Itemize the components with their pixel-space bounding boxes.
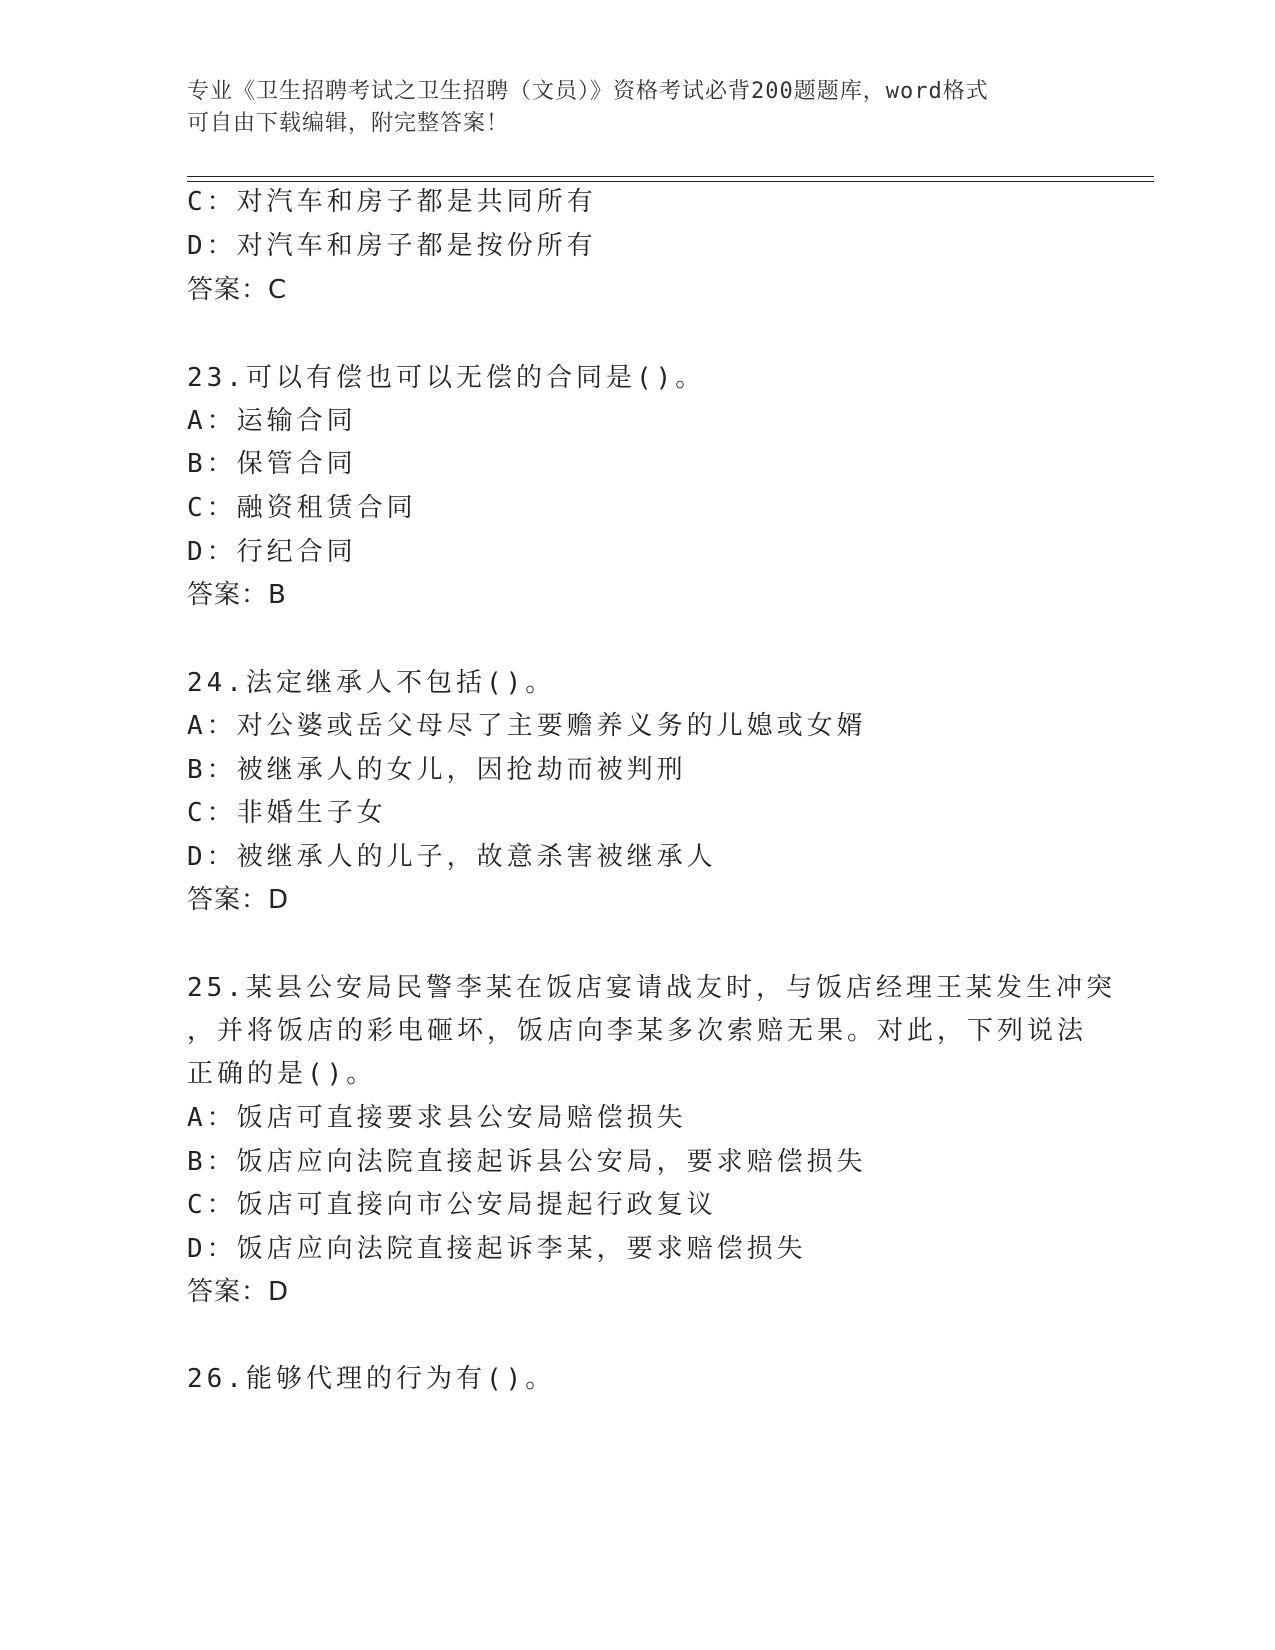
header-line-2: 可自由下载编辑，附完整答案！ — [187, 111, 510, 136]
header-rule-bottom — [187, 181, 1154, 182]
q25-answer: 答案：D — [187, 1277, 290, 1307]
q24-option-d: D：被继承人的儿子，故意杀害被继承人 — [187, 842, 717, 872]
document-header — [187, 76, 1087, 140]
q24-stem: 24.法定继承人不包括()。 — [187, 668, 556, 698]
q24-answer: 答案：D — [187, 885, 290, 915]
q23-stem: 23.可以有偿也可以无偿的合同是()。 — [187, 363, 706, 393]
q24-option-b: B：被继承人的女儿，因抢劫而被判刑 — [187, 755, 687, 785]
q25-stem-line-2: ，并将饭店的彩电砸坏，饭店向李某多次索赔无果。对此，下列说法 — [187, 1016, 1088, 1046]
q23-option-a: A：运输合同 — [187, 406, 357, 436]
q25-option-d: D：饭店应向法院直接起诉李某，要求赔偿损失 — [187, 1234, 807, 1264]
q23-option-d: D：行纪合同 — [187, 537, 357, 567]
q22-option-d: D：对汽车和房子都是按份所有 — [187, 231, 597, 261]
q23-option-c: C：融资租赁合同 — [187, 493, 417, 523]
q25-stem-line-1: 25.某县公安局民警李某在饭店宴请战友时，与饭店经理王某发生冲突 — [187, 973, 1116, 1003]
q25-stem-line-3: 正确的是()。 — [187, 1059, 377, 1089]
q25-option-c: C：饭店可直接向市公安局提起行政复议 — [187, 1190, 717, 1220]
header-rule-top — [187, 176, 1154, 177]
q26-stem: 26.能够代理的行为有()。 — [187, 1364, 556, 1394]
q25-option-a: A：饭店可直接要求县公安局赔偿损失 — [187, 1103, 687, 1133]
q23-answer: 答案：B — [187, 580, 287, 610]
q25-option-b: B：饭店应向法院直接起诉县公安局，要求赔偿损失 — [187, 1147, 867, 1177]
q24-option-a: A：对公婆或岳父母尽了主要赡养义务的儿媳或女婿 — [187, 711, 867, 741]
q23-option-b: B：保管合同 — [187, 449, 357, 479]
header-line-1: 专业《卫生招聘考试之卫生招聘（文员）》资格考试必背200题题库，word格式 — [187, 79, 989, 104]
q22-answer: 答案：C — [187, 275, 288, 305]
q22-option-c: C：对汽车和房子都是共同所有 — [187, 187, 597, 217]
q24-option-c: C：非婚生子女 — [187, 798, 387, 828]
